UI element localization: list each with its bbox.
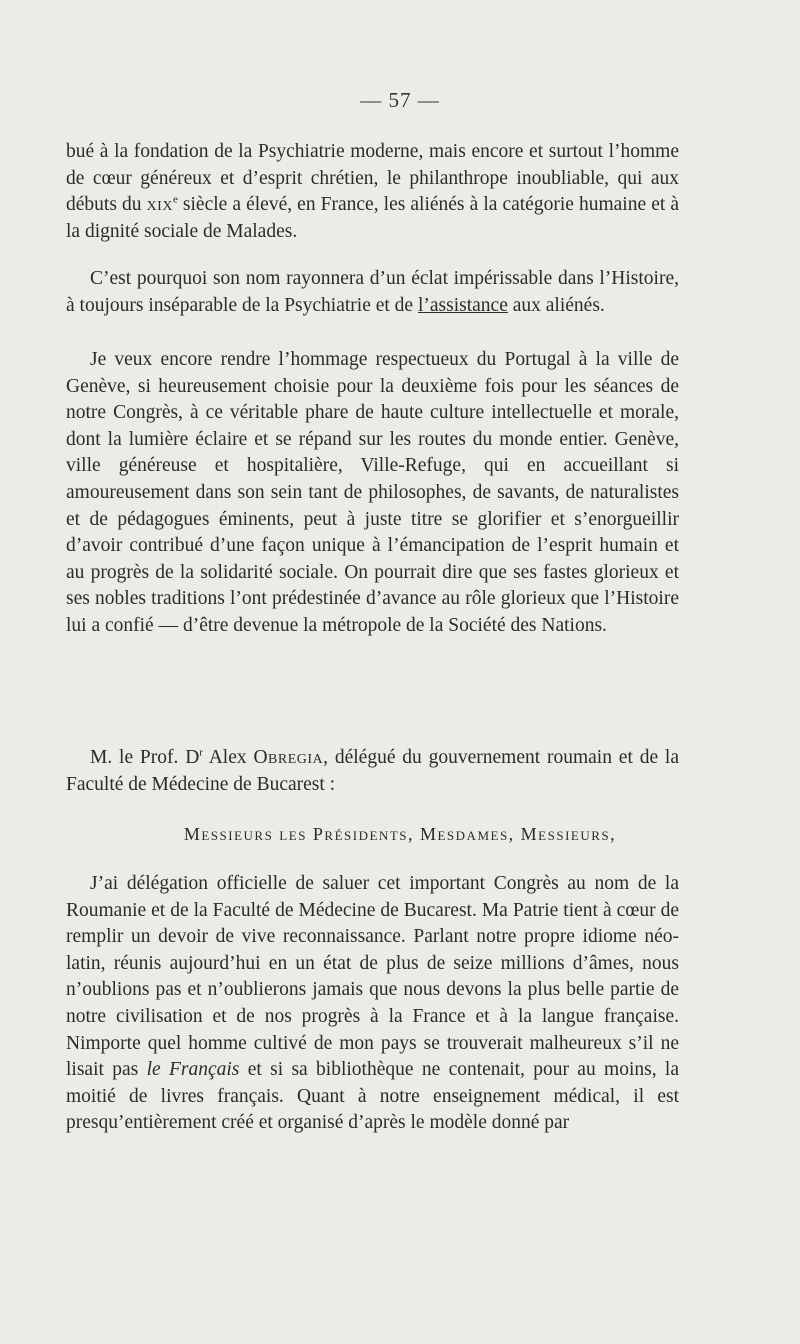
paragraph-speaker-intro: [66, 745, 679, 798]
title-superscript: r: [199, 746, 203, 759]
salutation-heading: Messieurs les Présidents, Mesdames, Messieurs,: [183, 824, 617, 844]
century-superscript: e: [172, 193, 178, 206]
italic-title: le Français: [146, 1059, 240, 1081]
speaker-surname: Obregia: [253, 747, 324, 768]
paragraph-text-end: , délégué du gouvernement roumain et de la Faculté de Médecine de Bucarest :: [66, 747, 679, 795]
century-numeral: xix: [146, 194, 173, 216]
paragraph-text: J’ai délégation officielle de saluer cet important Congrès au nom de la Roumanie et de la Faculté de Médecine de Bucarest. Ma Patrie tient à cœur de remplir un devoir de vive reconnaissance. Parlant notre propre idiome néo-latin, réunis aujourd’hui en un état de plus de seize millions d’âmes, nous n’oublions pas et n’oublierons jamais que nous devons la plus belle partie de notre civilisation et de nos progrès à la France et à la langue française. Nimporte quel homme cultivé de mon pays se trouverait malheureux s’il ne lisait pas: [66, 873, 679, 1081]
paragraph-romania-delegation: [66, 871, 679, 1137]
speaker-first-name: Alex: [202, 747, 254, 768]
paragraph-text-end: aux aliénés.: [507, 294, 605, 316]
paragraph-text: Je veux encore rendre l’hommage respectueux du Portugal à la ville de Genève, si heureusement choisie pour la deuxième fois pour les séances de notre Congrès, à ce véritable phare de haute culture intellectuelle et morale, dont la lumière éclaire et se répand sur les routes du monde entier. Genève, ville généreuse et hospitalière, Ville-Refuge, qui en accueillant si amoureusement dans son sein tant de philosophes, de savants, de naturalistes et de pédagogues éminents, peut à juste titre se glorifier et s’enorgueillir d’avoir contribué d’une façon unique à l’émancipation de l’esprit humain et au progrès de la solidarité sociale. On pourrait dire que ses fastes glorieux et ses nobles traditions l’ont prédestinée d’avance au rôle glorieux que l’Histoire lui a confié — d’être devenue la métropole de la Société des Nations.: [66, 349, 679, 636]
paragraph-text: C’est pourquoi son nom rayonnera d’un éclat impérissable dans l’Histoire, à toujours inséparable de la Psychiatrie et de: [66, 268, 679, 316]
paragraph-name-radiance: [66, 266, 679, 319]
underlined-word: l’assistance: [417, 294, 508, 316]
paragraph-pinel-tribute: [66, 139, 679, 245]
paragraph-text-end: siècle a élevé, en France, les aliénés à la catégorie humaine et à la dignité sociale de Malades.: [66, 194, 679, 242]
paragraph-geneva-homage: [66, 347, 679, 640]
speaker-prefix: M. le Prof. D: [90, 747, 200, 768]
paragraph-text-end: et si sa bibliothèque ne contenait, pour au moins, la moitié de livres français. Quant à notre enseignement médical, il est presqu’entièrement créé et organisé d’après le modèle donné par: [66, 1059, 679, 1134]
page-number: — 57 —: [360, 88, 440, 112]
paragraph-text: bué à la fondation de la Psychiatrie moderne, mais encore et surtout l’homme de cœur généreux et d’esprit chrétien, le philanthrope inoubliable, qui aux débuts du: [66, 141, 679, 216]
